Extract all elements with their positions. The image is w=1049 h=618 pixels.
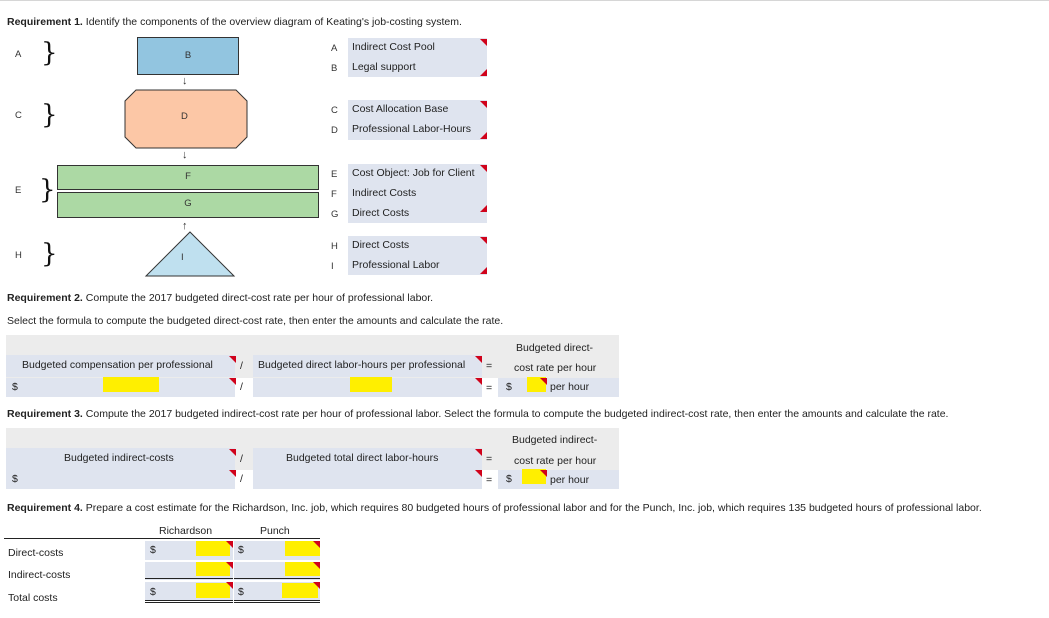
dropdown-marker-icon xyxy=(229,378,236,385)
brace-c: } xyxy=(41,100,58,130)
cost-object-bar-f xyxy=(57,165,319,190)
req2-result-label-2: cost rate per hour xyxy=(514,362,597,374)
req4-heading: Requirement 4. Prepare a cost estimate for the Richardson, Inc. job, which requires 80 budgeted hours of professional labor and for the Punch, Inc. job, which requires 135 budgeted hours of professional labor. xyxy=(7,502,982,514)
diagram-letter-c: C xyxy=(15,110,22,121)
answer-select-g[interactable]: Direct Costs xyxy=(352,207,410,219)
dropdown-marker-icon xyxy=(226,562,233,569)
divide-sign: / xyxy=(240,453,243,465)
answer-select-b[interactable]: Legal support xyxy=(352,61,416,73)
dollar-sign: $ xyxy=(238,544,244,556)
answer-letter: C xyxy=(331,105,338,116)
indirect-cost-pool-box xyxy=(137,37,239,75)
req3-heading: Requirement 3. Compute the 2017 budgeted indirect-cost rate per hour of professional labor. Select the formula to compute the budgeted indirect-cost rate, then enter the amounts and calculate the rate. xyxy=(7,408,949,420)
answer-select-i[interactable]: Professional Labor xyxy=(352,259,440,271)
subtotal-line-punch xyxy=(234,578,320,579)
req1-heading: Requirement 1. Identify the components of the overview diagram of Keating's job-costing system. xyxy=(7,16,462,28)
req2-result-label-1: Budgeted direct- xyxy=(516,342,594,354)
req2-numerator-input[interactable] xyxy=(103,377,159,392)
dropdown-marker-icon xyxy=(229,449,236,456)
req2-instruction: Select the formula to compute the budgeted direct-cost rate, then enter the amounts and calculate the rate. xyxy=(7,315,504,327)
subtotal-line-richardson xyxy=(145,578,233,579)
dropdown-marker-icon xyxy=(475,378,482,385)
req3-result-label-1: Budgeted indirect- xyxy=(512,434,598,446)
dollar-sign: $ xyxy=(506,381,512,393)
answer-letter: A xyxy=(331,43,338,54)
equals-sign: = xyxy=(486,453,493,465)
per-hour-label: per hour xyxy=(550,381,590,393)
answer-select-e[interactable]: Cost Object: Job for Client xyxy=(352,167,475,179)
answer-select-f[interactable]: Indirect Costs xyxy=(352,187,417,199)
diagram-letter-b: B xyxy=(184,50,192,61)
dropdown-marker-icon xyxy=(480,267,487,274)
arrow-down-icon: ↓ xyxy=(182,149,188,161)
dropdown-marker-icon xyxy=(313,582,320,589)
dropdown-marker-icon xyxy=(480,205,487,212)
arrow-down-icon: ↓ xyxy=(182,75,188,87)
equals-sign: = xyxy=(486,474,493,486)
diagram-letter-i: I xyxy=(181,252,184,263)
col-header-punch: Punch xyxy=(260,525,290,537)
diagram-letter-f: F xyxy=(185,171,191,182)
req2-numerator-label: Budgeted compensation per professional xyxy=(22,359,213,371)
dollar-sign: $ xyxy=(150,586,156,598)
diagram-letter-g: G xyxy=(184,198,192,209)
dropdown-marker-icon xyxy=(540,470,547,477)
diagram-letter-a: A xyxy=(15,49,22,60)
dropdown-marker-icon xyxy=(480,237,487,244)
direct-cost-triangle xyxy=(144,230,236,278)
dropdown-marker-icon xyxy=(229,356,236,363)
dropdown-marker-icon xyxy=(480,101,487,108)
dollar-sign: $ xyxy=(238,586,244,598)
dropdown-marker-icon xyxy=(475,449,482,456)
brace-a: } xyxy=(41,38,58,68)
equals-sign: = xyxy=(486,382,493,394)
total-double-line-richardson xyxy=(145,602,233,603)
answer-select-a[interactable]: Indirect Cost Pool xyxy=(352,41,435,53)
req3-denominator-label: Budgeted total direct labor-hours xyxy=(286,452,439,464)
total-double-line-richardson xyxy=(145,600,233,601)
answer-select-c[interactable]: Cost Allocation Base xyxy=(352,103,449,115)
req3-numerator-row xyxy=(6,470,235,489)
req2-denominator-input[interactable] xyxy=(350,377,392,392)
req2-denominator-label: Budgeted direct labor-hours per professional xyxy=(258,359,466,371)
header-underline xyxy=(4,538,320,539)
req2-heading: Requirement 2. Compute the 2017 budgeted direct-cost rate per hour of professional labor. xyxy=(7,292,434,304)
col-header-richardson: Richardson xyxy=(159,525,213,537)
dropdown-marker-icon xyxy=(480,39,487,46)
dropdown-marker-icon xyxy=(480,165,487,172)
dropdown-marker-icon xyxy=(226,582,233,589)
dropdown-marker-icon xyxy=(313,541,320,548)
brace-h: } xyxy=(41,239,58,269)
dropdown-marker-icon xyxy=(313,562,320,569)
answer-select-h[interactable]: Direct Costs xyxy=(352,239,410,251)
cost-object-bar-g xyxy=(57,192,319,218)
req3-result-label-2: cost rate per hour xyxy=(514,455,597,467)
total-double-line-punch xyxy=(234,602,320,603)
dropdown-marker-icon xyxy=(475,470,482,477)
dropdown-marker-icon xyxy=(540,378,547,385)
answer-select-d[interactable]: Professional Labor-Hours xyxy=(352,123,472,135)
answer-letter: I xyxy=(331,261,334,272)
divide-sign: / xyxy=(240,381,243,393)
answer-letter: D xyxy=(331,125,338,136)
dollar-sign: $ xyxy=(12,473,18,485)
answer-letter: H xyxy=(331,241,338,252)
richardson-direct-input[interactable] xyxy=(196,541,230,556)
dropdown-marker-icon xyxy=(475,356,482,363)
dropdown-marker-icon xyxy=(480,69,487,76)
dropdown-marker-icon xyxy=(480,132,487,139)
dollar-sign: $ xyxy=(12,381,18,393)
divide-sign: / xyxy=(240,360,243,372)
diagram-letter-e: E xyxy=(15,185,22,196)
req3-numerator-label: Budgeted indirect-costs xyxy=(64,452,174,464)
richardson-total-input[interactable] xyxy=(196,583,230,598)
row-label-indirect-costs: Indirect-costs xyxy=(8,569,71,581)
answer-letter: E xyxy=(331,169,338,180)
dollar-sign: $ xyxy=(506,473,512,485)
richardson-indirect-input[interactable] xyxy=(196,562,230,576)
row-label-direct-costs: Direct-costs xyxy=(8,547,64,559)
top-divider xyxy=(0,0,1049,1)
answer-letter: F xyxy=(331,189,337,200)
equals-sign: = xyxy=(486,360,493,372)
diagram-letter-h: H xyxy=(15,250,22,261)
req3-denominator-row xyxy=(253,470,482,489)
total-double-line-punch xyxy=(234,600,320,601)
row-label-total-costs: Total costs xyxy=(8,592,58,604)
brace-e: } xyxy=(39,175,56,205)
diagram-letter-d: D xyxy=(181,111,188,122)
dollar-sign: $ xyxy=(150,544,156,556)
divide-sign: / xyxy=(240,473,243,485)
answer-letter: B xyxy=(331,63,338,74)
dropdown-marker-icon xyxy=(226,541,233,548)
dropdown-marker-icon xyxy=(229,470,236,477)
per-hour-label: per hour xyxy=(550,474,590,486)
arrow-up-icon: ↑ xyxy=(182,220,188,232)
answer-letter: G xyxy=(331,209,339,220)
